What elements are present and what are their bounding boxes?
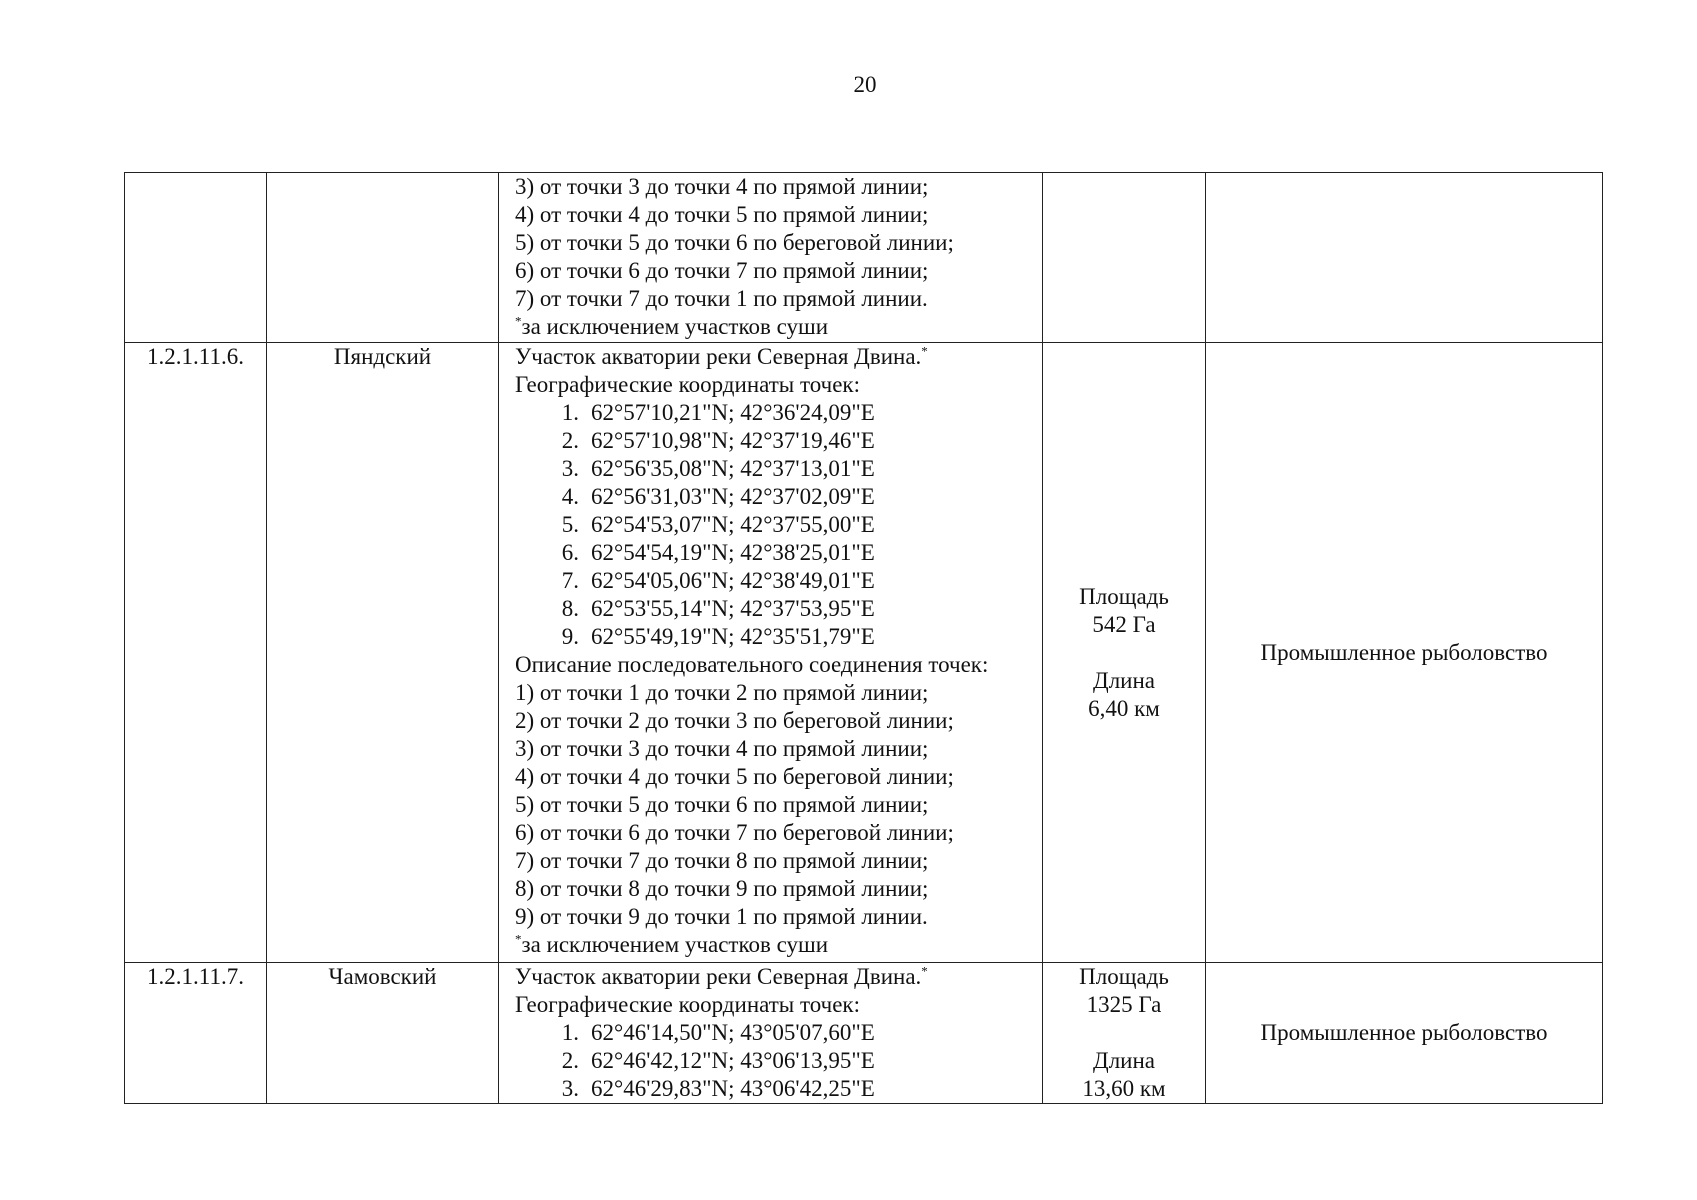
coord-item: 8. 62°53'55,14"N; 42°37'53,95"E (561, 596, 875, 621)
connection-line: 4) от точки 4 до точки 5 по прямой линии; (515, 202, 929, 227)
connection-line: 2) от точки 2 до точки 3 по береговой линии; (515, 708, 954, 733)
connection-line: 7) от точки 7 до точки 1 по прямой линии. (515, 286, 928, 311)
footnote-text: за исключением участков суши (521, 932, 829, 957)
name-cell: Пяндский (267, 343, 499, 963)
coord-item: 2. 62°46'42,12"N; 43°06'13,95"E (561, 1048, 875, 1073)
purpose-cell (1206, 173, 1603, 343)
area-label: Площадь (1079, 964, 1169, 989)
length-label: Длина (1093, 667, 1155, 693)
measure-cell (1043, 343, 1206, 963)
area-intro: Участок акватории реки Северная Двина.* (515, 963, 928, 989)
measure-cell (1043, 963, 1206, 1104)
code-cell: 1.2.1.11.7. (125, 963, 267, 1104)
coord-item: 9. 62°55'49,19"N; 42°35'51,79"E (561, 624, 875, 649)
coord-item: 5. 62°54'53,07"N; 42°37'55,00"E (561, 512, 875, 537)
footnote-mark: * (921, 343, 928, 359)
description-cell (499, 963, 1043, 1104)
table-row (125, 343, 1603, 963)
coord-item: 3. 62°46'29,83"N; 43°06'42,25"E (561, 1076, 875, 1101)
coord-item: 1. 62°57'10,21"N; 42°36'24,09"E (561, 400, 875, 425)
fishing-areas-table (124, 172, 1603, 1104)
measure-cell (1043, 173, 1206, 343)
name-cell (267, 173, 499, 343)
connection-line: 6) от точки 6 до точки 7 по прямой линии; (515, 258, 929, 283)
coords-heading: Географические координаты точек: (515, 992, 860, 1017)
connection-line: 4) от точки 4 до точки 5 по береговой линии; (515, 764, 954, 789)
table-row-continuation (125, 173, 1603, 343)
description-cell (499, 173, 1043, 343)
footnote (515, 313, 1042, 341)
footnote-mark: * (515, 931, 522, 947)
connection-line: 1) от точки 1 до точки 2 по прямой линии; (515, 680, 929, 705)
connection-line: 9) от точки 9 до точки 1 по прямой линии. (515, 904, 928, 929)
coord-item: 4. 62°56'31,03"N; 42°37'02,09"E (561, 484, 875, 509)
area-label: Площадь (1079, 583, 1169, 609)
page-number: 20 (853, 72, 877, 97)
coord-item: 6. 62°54'54,19"N; 42°38'25,01"E (561, 540, 875, 565)
code-cell: 1.2.1.11.6. (125, 343, 267, 963)
connection-line: 7) от точки 7 до точки 8 по прямой линии; (515, 848, 929, 873)
footnote-text: за исключением участков суши (521, 314, 829, 339)
connection-heading: Описание последовательного соединения точек: (515, 652, 989, 677)
footnote-mark: * (515, 313, 522, 329)
coord-item: 2. 62°57'10,98"N; 42°37'19,46"E (561, 428, 875, 453)
table-row (125, 963, 1603, 1104)
purpose-cell: Промышленное рыболовство (1206, 343, 1603, 963)
length-label: Длина (1093, 1048, 1155, 1073)
purpose-cell: Промышленное рыболовство (1206, 963, 1603, 1104)
connection-line: 6) от точки 6 до точки 7 по береговой линии; (515, 820, 954, 845)
code-cell (125, 173, 267, 343)
area-intro: Участок акватории реки Северная Двина.* (515, 343, 928, 369)
description-cell (499, 343, 1043, 963)
length-value: 6,40 км (1088, 695, 1160, 721)
coord-item: 7. 62°54'05,06"N; 42°38'49,01"E (561, 568, 875, 593)
area-value: 1325 Га (1086, 992, 1162, 1017)
area-value: 542 Га (1092, 611, 1156, 637)
name-cell: Чамовский (267, 963, 499, 1104)
footnote (515, 931, 1042, 959)
connection-line: 8) от точки 8 до точки 9 по прямой линии; (515, 876, 929, 901)
connection-line: 3) от точки 3 до точки 4 по прямой линии; (515, 174, 929, 199)
connection-line: 5) от точки 5 до точки 6 по прямой линии; (515, 792, 929, 817)
footnote-mark: * (921, 963, 928, 979)
coord-item: 1. 62°46'14,50"N; 43°05'07,60"E (561, 1020, 875, 1045)
connection-line: 5) от точки 5 до точки 6 по береговой линии; (515, 230, 954, 255)
connection-line: 3) от точки 3 до точки 4 по прямой линии; (515, 736, 929, 761)
length-value: 13,60 км (1082, 1076, 1166, 1101)
coord-item: 3. 62°56'35,08"N; 42°37'13,01"E (561, 456, 875, 481)
coords-heading: Географические координаты точек: (515, 372, 860, 397)
